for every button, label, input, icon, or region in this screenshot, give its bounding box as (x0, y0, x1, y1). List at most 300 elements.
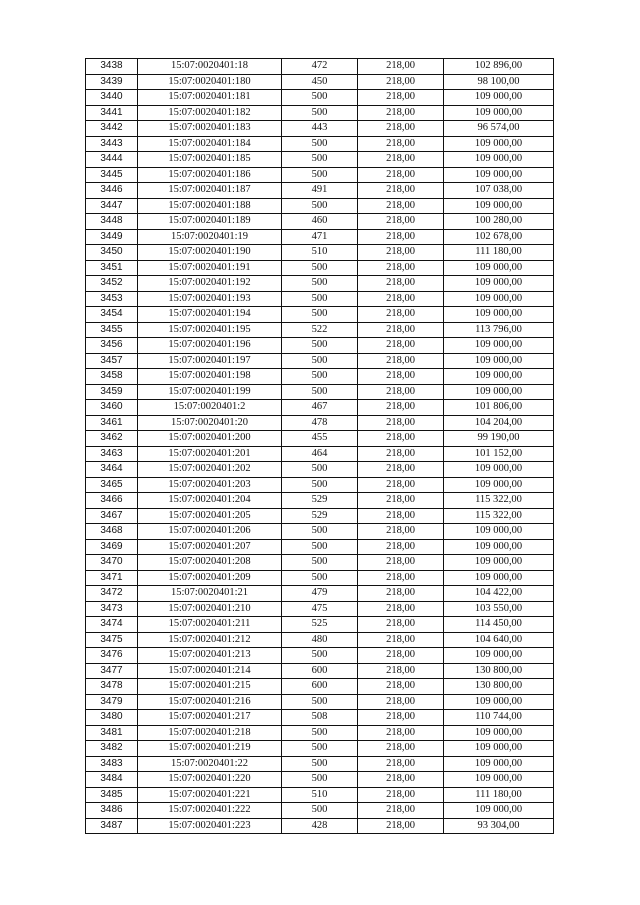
amount-cell: 111 180,00 (444, 245, 554, 261)
cadastral-number-cell: 15:07:0020401:195 (138, 322, 282, 338)
area-cell: 500 (282, 291, 358, 307)
rate-cell: 218,00 (358, 307, 444, 323)
rate-cell: 218,00 (358, 787, 444, 803)
amount-cell: 130 800,00 (444, 679, 554, 695)
area-cell: 500 (282, 384, 358, 400)
rate-cell: 218,00 (358, 183, 444, 199)
table-row (86, 772, 554, 788)
amount-cell: 109 000,00 (444, 353, 554, 369)
rate-cell: 218,00 (358, 198, 444, 214)
row-number-cell: 3476 (86, 648, 138, 664)
rate-cell: 218,00 (358, 648, 444, 664)
amount-cell: 109 000,00 (444, 756, 554, 772)
amount-cell: 111 180,00 (444, 787, 554, 803)
area-cell: 500 (282, 772, 358, 788)
rate-cell: 218,00 (358, 229, 444, 245)
rate-cell: 218,00 (358, 105, 444, 121)
rate-cell: 218,00 (358, 679, 444, 695)
area-cell: 443 (282, 121, 358, 137)
row-number-cell: 3449 (86, 229, 138, 245)
cadastral-number-cell: 15:07:0020401:188 (138, 198, 282, 214)
area-cell: 500 (282, 462, 358, 478)
row-number-cell: 3458 (86, 369, 138, 385)
amount-cell: 109 000,00 (444, 555, 554, 571)
amount-cell: 109 000,00 (444, 477, 554, 493)
table-row (86, 307, 554, 323)
rate-cell: 218,00 (358, 477, 444, 493)
area-cell: 500 (282, 353, 358, 369)
area-cell: 472 (282, 59, 358, 75)
row-number-cell: 3462 (86, 431, 138, 447)
table-row (86, 570, 554, 586)
table-row (86, 446, 554, 462)
rate-cell: 218,00 (358, 415, 444, 431)
rate-cell: 218,00 (358, 632, 444, 648)
row-number-cell: 3444 (86, 152, 138, 168)
area-cell: 500 (282, 369, 358, 385)
parcel-table (85, 58, 554, 834)
table-row (86, 431, 554, 447)
row-number-cell: 3478 (86, 679, 138, 695)
rate-cell: 218,00 (358, 74, 444, 90)
area-cell: 500 (282, 725, 358, 741)
cadastral-number-cell: 15:07:0020401:218 (138, 725, 282, 741)
cadastral-number-cell: 15:07:0020401:183 (138, 121, 282, 137)
area-cell: 460 (282, 214, 358, 230)
amount-cell: 93 304,00 (444, 818, 554, 834)
amount-cell: 109 000,00 (444, 725, 554, 741)
row-number-cell: 3450 (86, 245, 138, 261)
amount-cell: 109 000,00 (444, 167, 554, 183)
cadastral-number-cell: 15:07:0020401:223 (138, 818, 282, 834)
amount-cell: 104 640,00 (444, 632, 554, 648)
amount-cell: 109 000,00 (444, 570, 554, 586)
rate-cell: 218,00 (358, 400, 444, 416)
row-number-cell: 3441 (86, 105, 138, 121)
area-cell: 529 (282, 508, 358, 524)
row-number-cell: 3482 (86, 741, 138, 757)
table-row (86, 539, 554, 555)
amount-cell: 109 000,00 (444, 260, 554, 276)
parcel-table-body (86, 59, 554, 834)
table-row (86, 415, 554, 431)
cadastral-number-cell: 15:07:0020401:217 (138, 710, 282, 726)
area-cell: 500 (282, 555, 358, 571)
table-row (86, 400, 554, 416)
row-number-cell: 3443 (86, 136, 138, 152)
area-cell: 500 (282, 803, 358, 819)
table-row (86, 183, 554, 199)
cadastral-number-cell: 15:07:0020401:193 (138, 291, 282, 307)
cadastral-number-cell: 15:07:0020401:210 (138, 601, 282, 617)
row-number-cell: 3472 (86, 586, 138, 602)
amount-cell: 113 796,00 (444, 322, 554, 338)
row-number-cell: 3439 (86, 74, 138, 90)
cadastral-number-cell: 15:07:0020401:185 (138, 152, 282, 168)
table-row (86, 369, 554, 385)
row-number-cell: 3452 (86, 276, 138, 292)
cadastral-number-cell: 15:07:0020401:187 (138, 183, 282, 199)
cadastral-number-cell: 15:07:0020401:204 (138, 493, 282, 509)
amount-cell: 100 280,00 (444, 214, 554, 230)
area-cell: 467 (282, 400, 358, 416)
table-row (86, 105, 554, 121)
cadastral-number-cell: 15:07:0020401:202 (138, 462, 282, 478)
amount-cell: 110 744,00 (444, 710, 554, 726)
cadastral-number-cell: 15:07:0020401:222 (138, 803, 282, 819)
cadastral-number-cell: 15:07:0020401:212 (138, 632, 282, 648)
amount-cell: 109 000,00 (444, 152, 554, 168)
table-row (86, 229, 554, 245)
row-number-cell: 3453 (86, 291, 138, 307)
row-number-cell: 3438 (86, 59, 138, 75)
rate-cell: 218,00 (358, 446, 444, 462)
amount-cell: 109 000,00 (444, 539, 554, 555)
rate-cell: 218,00 (358, 493, 444, 509)
amount-cell: 109 000,00 (444, 462, 554, 478)
row-number-cell: 3459 (86, 384, 138, 400)
row-number-cell: 3461 (86, 415, 138, 431)
row-number-cell: 3483 (86, 756, 138, 772)
amount-cell: 109 000,00 (444, 384, 554, 400)
rate-cell: 218,00 (358, 570, 444, 586)
row-number-cell: 3466 (86, 493, 138, 509)
table-row (86, 524, 554, 540)
cadastral-number-cell: 15:07:0020401:197 (138, 353, 282, 369)
rate-cell: 218,00 (358, 756, 444, 772)
row-number-cell: 3445 (86, 167, 138, 183)
area-cell: 500 (282, 338, 358, 354)
area-cell: 455 (282, 431, 358, 447)
area-cell: 510 (282, 245, 358, 261)
row-number-cell: 3487 (86, 818, 138, 834)
cadastral-number-cell: 15:07:0020401:221 (138, 787, 282, 803)
rate-cell: 218,00 (358, 260, 444, 276)
cadastral-number-cell: 15:07:0020401:192 (138, 276, 282, 292)
area-cell: 479 (282, 586, 358, 602)
area-cell: 500 (282, 307, 358, 323)
table-row (86, 803, 554, 819)
row-number-cell: 3479 (86, 694, 138, 710)
amount-cell: 98 100,00 (444, 74, 554, 90)
row-number-cell: 3477 (86, 663, 138, 679)
table-row (86, 167, 554, 183)
cadastral-number-cell: 15:07:0020401:213 (138, 648, 282, 664)
cadastral-number-cell: 15:07:0020401:216 (138, 694, 282, 710)
row-number-cell: 3440 (86, 90, 138, 106)
rate-cell: 218,00 (358, 291, 444, 307)
area-cell: 500 (282, 756, 358, 772)
table-row (86, 493, 554, 509)
area-cell: 600 (282, 663, 358, 679)
amount-cell: 96 574,00 (444, 121, 554, 137)
rate-cell: 218,00 (358, 710, 444, 726)
table-row (86, 90, 554, 106)
area-cell: 500 (282, 741, 358, 757)
amount-cell: 101 806,00 (444, 400, 554, 416)
table-row (86, 617, 554, 633)
rate-cell: 218,00 (358, 772, 444, 788)
row-number-cell: 3451 (86, 260, 138, 276)
rate-cell: 218,00 (358, 322, 444, 338)
rate-cell: 218,00 (358, 539, 444, 555)
row-number-cell: 3454 (86, 307, 138, 323)
rate-cell: 218,00 (358, 90, 444, 106)
area-cell: 510 (282, 787, 358, 803)
table-row (86, 152, 554, 168)
cadastral-number-cell: 15:07:0020401:211 (138, 617, 282, 633)
rate-cell: 218,00 (358, 121, 444, 137)
area-cell: 500 (282, 136, 358, 152)
cadastral-number-cell: 15:07:0020401:18 (138, 59, 282, 75)
area-cell: 500 (282, 260, 358, 276)
rate-cell: 218,00 (358, 167, 444, 183)
area-cell: 500 (282, 90, 358, 106)
amount-cell: 109 000,00 (444, 772, 554, 788)
row-number-cell: 3484 (86, 772, 138, 788)
table-row (86, 741, 554, 757)
area-cell: 480 (282, 632, 358, 648)
area-cell: 475 (282, 601, 358, 617)
cadastral-number-cell: 15:07:0020401:189 (138, 214, 282, 230)
row-number-cell: 3446 (86, 183, 138, 199)
table-row (86, 694, 554, 710)
area-cell: 500 (282, 167, 358, 183)
area-cell: 471 (282, 229, 358, 245)
row-number-cell: 3485 (86, 787, 138, 803)
amount-cell: 107 038,00 (444, 183, 554, 199)
amount-cell: 102 896,00 (444, 59, 554, 75)
table-row (86, 136, 554, 152)
rate-cell: 218,00 (358, 725, 444, 741)
cadastral-number-cell: 15:07:0020401:22 (138, 756, 282, 772)
area-cell: 500 (282, 152, 358, 168)
amount-cell: 109 000,00 (444, 803, 554, 819)
rate-cell: 218,00 (358, 694, 444, 710)
row-number-cell: 3465 (86, 477, 138, 493)
area-cell: 428 (282, 818, 358, 834)
row-number-cell: 3470 (86, 555, 138, 571)
cadastral-number-cell: 15:07:0020401:190 (138, 245, 282, 261)
table-row (86, 586, 554, 602)
amount-cell: 101 152,00 (444, 446, 554, 462)
table-row (86, 679, 554, 695)
area-cell: 500 (282, 477, 358, 493)
amount-cell: 109 000,00 (444, 741, 554, 757)
area-cell: 500 (282, 539, 358, 555)
amount-cell: 109 000,00 (444, 90, 554, 106)
row-number-cell: 3460 (86, 400, 138, 416)
cadastral-number-cell: 15:07:0020401:20 (138, 415, 282, 431)
cadastral-number-cell: 15:07:0020401:203 (138, 477, 282, 493)
rate-cell: 218,00 (358, 462, 444, 478)
table-row (86, 601, 554, 617)
area-cell: 491 (282, 183, 358, 199)
amount-cell: 130 800,00 (444, 663, 554, 679)
cadastral-number-cell: 15:07:0020401:180 (138, 74, 282, 90)
row-number-cell: 3481 (86, 725, 138, 741)
rate-cell: 218,00 (358, 818, 444, 834)
area-cell: 500 (282, 570, 358, 586)
table-row (86, 260, 554, 276)
row-number-cell: 3464 (86, 462, 138, 478)
table-row (86, 477, 554, 493)
amount-cell: 104 422,00 (444, 586, 554, 602)
row-number-cell: 3468 (86, 524, 138, 540)
cadastral-number-cell: 15:07:0020401:2 (138, 400, 282, 416)
table-row (86, 384, 554, 400)
cadastral-number-cell: 15:07:0020401:201 (138, 446, 282, 462)
cadastral-number-cell: 15:07:0020401:181 (138, 90, 282, 106)
table-row (86, 462, 554, 478)
amount-cell: 109 000,00 (444, 276, 554, 292)
table-row (86, 555, 554, 571)
table-row (86, 291, 554, 307)
table-row (86, 632, 554, 648)
rate-cell: 218,00 (358, 601, 444, 617)
cadastral-number-cell: 15:07:0020401:196 (138, 338, 282, 354)
cadastral-number-cell: 15:07:0020401:200 (138, 431, 282, 447)
area-cell: 525 (282, 617, 358, 633)
cadastral-number-cell: 15:07:0020401:198 (138, 369, 282, 385)
table-row (86, 276, 554, 292)
rate-cell: 218,00 (358, 136, 444, 152)
table-row (86, 353, 554, 369)
area-cell: 600 (282, 679, 358, 695)
cadastral-number-cell: 15:07:0020401:186 (138, 167, 282, 183)
table-row (86, 787, 554, 803)
area-cell: 478 (282, 415, 358, 431)
cadastral-number-cell: 15:07:0020401:214 (138, 663, 282, 679)
table-row (86, 818, 554, 834)
area-cell: 464 (282, 446, 358, 462)
rate-cell: 218,00 (358, 617, 444, 633)
amount-cell: 102 678,00 (444, 229, 554, 245)
area-cell: 522 (282, 322, 358, 338)
row-number-cell: 3448 (86, 214, 138, 230)
row-number-cell: 3456 (86, 338, 138, 354)
row-number-cell: 3467 (86, 508, 138, 524)
amount-cell: 109 000,00 (444, 648, 554, 664)
cadastral-number-cell: 15:07:0020401:194 (138, 307, 282, 323)
amount-cell: 104 204,00 (444, 415, 554, 431)
area-cell: 500 (282, 105, 358, 121)
table-row (86, 508, 554, 524)
cadastral-number-cell: 15:07:0020401:184 (138, 136, 282, 152)
table-row (86, 756, 554, 772)
row-number-cell: 3463 (86, 446, 138, 462)
rate-cell: 218,00 (358, 663, 444, 679)
amount-cell: 109 000,00 (444, 198, 554, 214)
cadastral-number-cell: 15:07:0020401:206 (138, 524, 282, 540)
table-row (86, 59, 554, 75)
amount-cell: 115 322,00 (444, 508, 554, 524)
cadastral-number-cell: 15:07:0020401:19 (138, 229, 282, 245)
cadastral-number-cell: 15:07:0020401:182 (138, 105, 282, 121)
cadastral-number-cell: 15:07:0020401:219 (138, 741, 282, 757)
row-number-cell: 3475 (86, 632, 138, 648)
amount-cell: 109 000,00 (444, 291, 554, 307)
rate-cell: 218,00 (358, 431, 444, 447)
rate-cell: 218,00 (358, 508, 444, 524)
rate-cell: 218,00 (358, 245, 444, 261)
cadastral-number-cell: 15:07:0020401:199 (138, 384, 282, 400)
rate-cell: 218,00 (358, 369, 444, 385)
rate-cell: 218,00 (358, 524, 444, 540)
amount-cell: 99 190,00 (444, 431, 554, 447)
area-cell: 500 (282, 694, 358, 710)
amount-cell: 115 322,00 (444, 493, 554, 509)
area-cell: 500 (282, 198, 358, 214)
table-row (86, 338, 554, 354)
amount-cell: 109 000,00 (444, 307, 554, 323)
row-number-cell: 3455 (86, 322, 138, 338)
cadastral-number-cell: 15:07:0020401:215 (138, 679, 282, 695)
table-row (86, 322, 554, 338)
amount-cell: 109 000,00 (444, 524, 554, 540)
area-cell: 500 (282, 276, 358, 292)
rate-cell: 218,00 (358, 353, 444, 369)
cadastral-number-cell: 15:07:0020401:207 (138, 539, 282, 555)
table-row (86, 725, 554, 741)
area-cell: 500 (282, 648, 358, 664)
row-number-cell: 3473 (86, 601, 138, 617)
rate-cell: 218,00 (358, 276, 444, 292)
rate-cell: 218,00 (358, 214, 444, 230)
amount-cell: 114 450,00 (444, 617, 554, 633)
row-number-cell: 3442 (86, 121, 138, 137)
amount-cell: 109 000,00 (444, 338, 554, 354)
row-number-cell: 3474 (86, 617, 138, 633)
row-number-cell: 3457 (86, 353, 138, 369)
rate-cell: 218,00 (358, 555, 444, 571)
cadastral-number-cell: 15:07:0020401:209 (138, 570, 282, 586)
rate-cell: 218,00 (358, 59, 444, 75)
table-row (86, 648, 554, 664)
table-row (86, 214, 554, 230)
table-row (86, 74, 554, 90)
rate-cell: 218,00 (358, 152, 444, 168)
amount-cell: 109 000,00 (444, 369, 554, 385)
row-number-cell: 3471 (86, 570, 138, 586)
row-number-cell: 3447 (86, 198, 138, 214)
amount-cell: 109 000,00 (444, 136, 554, 152)
area-cell: 450 (282, 74, 358, 90)
row-number-cell: 3469 (86, 539, 138, 555)
row-number-cell: 3486 (86, 803, 138, 819)
table-row (86, 663, 554, 679)
table-row (86, 245, 554, 261)
table-row (86, 198, 554, 214)
cadastral-number-cell: 15:07:0020401:21 (138, 586, 282, 602)
cadastral-number-cell: 15:07:0020401:205 (138, 508, 282, 524)
amount-cell: 109 000,00 (444, 694, 554, 710)
table-row (86, 710, 554, 726)
rate-cell: 218,00 (358, 803, 444, 819)
rate-cell: 218,00 (358, 586, 444, 602)
amount-cell: 103 550,00 (444, 601, 554, 617)
cadastral-number-cell: 15:07:0020401:191 (138, 260, 282, 276)
table-row (86, 121, 554, 137)
rate-cell: 218,00 (358, 384, 444, 400)
area-cell: 508 (282, 710, 358, 726)
rate-cell: 218,00 (358, 741, 444, 757)
cadastral-number-cell: 15:07:0020401:208 (138, 555, 282, 571)
amount-cell: 109 000,00 (444, 105, 554, 121)
cadastral-number-cell: 15:07:0020401:220 (138, 772, 282, 788)
area-cell: 529 (282, 493, 358, 509)
rate-cell: 218,00 (358, 338, 444, 354)
